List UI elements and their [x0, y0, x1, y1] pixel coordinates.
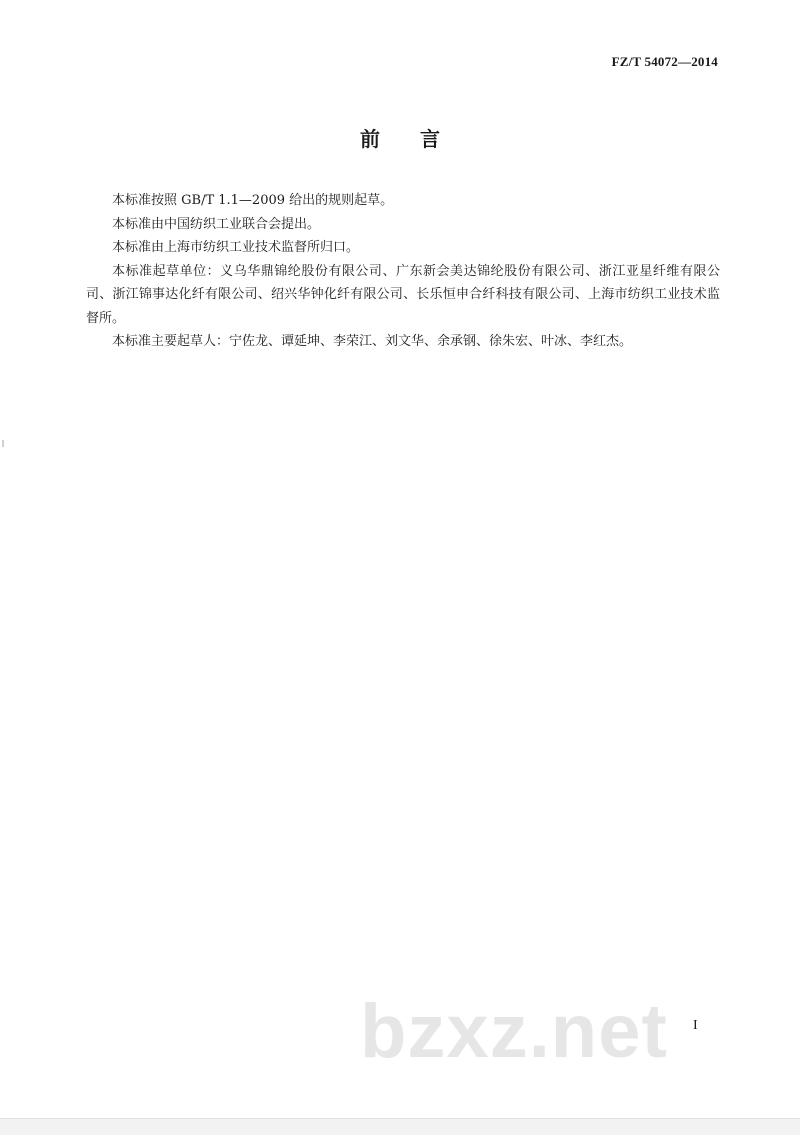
- paragraph: 本标准主要起草人：宁佐龙、谭延坤、李荣江、刘文华、余承钢、徐朱宏、叶冰、李红杰。: [112, 334, 633, 349]
- paragraph: 本标准按照 GB/T 1.1—2009 给出的规则起草。: [112, 193, 394, 208]
- watermark: bzxz.net: [360, 989, 668, 1074]
- paragraph: 本标准由中国纺织工业联合会提出。: [112, 216, 321, 232]
- scan-edge-mark: [2, 440, 4, 447]
- paragraph: 本标准由上海市纺织工业技术监督所归口。: [112, 240, 360, 255]
- foreword-body: [86, 189, 720, 354]
- page-title: 前言: [360, 127, 480, 151]
- page-bottom-strip: [0, 1118, 800, 1135]
- page-number: I: [693, 1018, 698, 1033]
- paragraph: 本标准起草单位：义乌华鼎锦纶股份有限公司、广东新会美达锦纶股份有限公司、浙江亚星纤维有限公司、浙江锦事达化纤有限公司、绍兴华钟化纤有限公司、长乐恒申合纤科技有限公司、上海市纺织工业技术监督所。: [86, 263, 720, 326]
- standard-number: FZ/T 54072—2014: [611, 54, 718, 69]
